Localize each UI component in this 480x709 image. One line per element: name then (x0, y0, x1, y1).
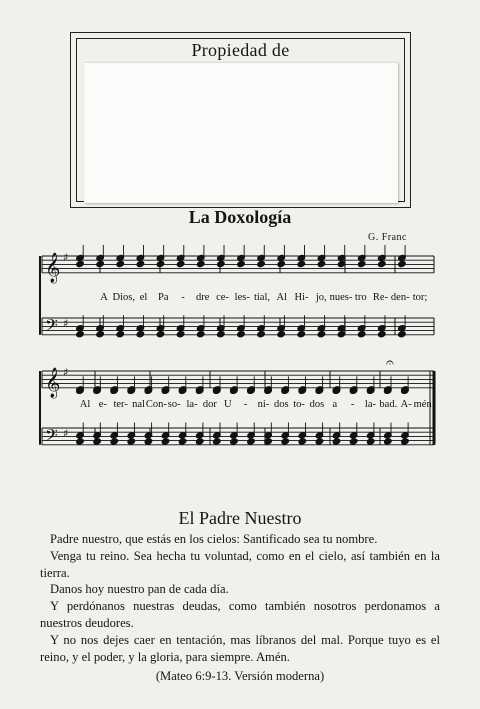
lyrics-line-1 (100, 292, 427, 303)
lyric-syllable: U (223, 399, 232, 410)
lyric-syllable: a (332, 399, 338, 410)
bass-clef: 𝄢 (45, 314, 58, 339)
lyric-syllable: ce- (216, 292, 229, 303)
note-head (230, 438, 239, 445)
lyric-syllable: A- (400, 399, 412, 410)
prayer-paragraph: Venga tu reino. Sea hecha tu voluntad, como en el cielo, así también en la tierra. (40, 548, 440, 580)
lyric-syllable: dos (273, 399, 289, 410)
note-head (237, 331, 246, 338)
note-head (281, 438, 290, 445)
note-head (156, 260, 165, 267)
prayer-paragraph: Y perdónanos nuestras deudas, como también nosotros perdonamos a nuestros deudores. (40, 599, 440, 630)
lyric-syllable: dre (196, 292, 210, 303)
lyric-syllable: les- (234, 292, 250, 303)
lyric-syllable: bad. (379, 399, 398, 410)
note-head (76, 260, 85, 267)
sharp-key-signature: ♯ (63, 317, 69, 330)
note-head (178, 438, 187, 445)
prayer-paragraph: Y no nos dejes caer en tentación, mas líbranos del mal. Porque tuyo es el reino, y el poder, y la gloria, para siempre. Amén. (40, 632, 440, 664)
lyric-syllable: so- (167, 399, 181, 410)
lyric-syllable: Al (276, 292, 287, 303)
note-head (196, 331, 205, 338)
lyric-syllable: tial, (253, 292, 271, 303)
note-head (317, 331, 326, 338)
note-head (136, 260, 145, 267)
note-head (401, 438, 410, 445)
note-head (317, 260, 326, 267)
note-head (277, 260, 286, 267)
blank-name-label (84, 62, 398, 203)
lyric-syllable: - (350, 399, 355, 410)
note-head (377, 260, 386, 267)
lyric-syllable: den- (390, 292, 410, 303)
lyric-syllable: mén. (413, 399, 435, 410)
fermata-symbol: 𝄐 (386, 355, 394, 371)
note-head (161, 438, 170, 445)
lyric-syllable: e- (98, 399, 107, 410)
lyric-syllable: Hi- (294, 292, 309, 303)
hymn-title: La Doxología (188, 207, 292, 227)
note-head (247, 438, 256, 445)
note-head (257, 260, 266, 267)
sheet-music (0, 240, 480, 465)
sharp-key-signature: ♯ (63, 251, 69, 264)
lyric-syllable: Re- (372, 292, 389, 303)
lyric-syllable: Pa (158, 292, 169, 303)
note-head (110, 438, 119, 445)
lyric-syllable: dor (202, 399, 217, 410)
lyric-syllable: la- (186, 399, 198, 410)
note-head (297, 331, 306, 338)
prayer-title: El Padre Nuestro (178, 508, 302, 528)
scripture-citation: (Mateo 6:9-13. Versión moderna) (155, 669, 325, 684)
lyric-syllable: Con- (145, 399, 167, 410)
note-head (332, 438, 341, 445)
note-head (377, 331, 386, 338)
lyric-syllable: el (139, 292, 148, 303)
lyric-syllable: ter- (113, 399, 128, 410)
note-head (277, 331, 286, 338)
lyric-syllable: A (100, 292, 108, 303)
note-head (357, 331, 366, 338)
note-head (384, 438, 393, 445)
note-head (398, 260, 407, 267)
lyric-syllable: nal (132, 399, 145, 410)
note-head (315, 438, 324, 445)
note-head (297, 260, 306, 267)
lyric-syllable: to- (293, 399, 305, 410)
treble-clef: 𝄞 (45, 367, 61, 398)
note-head (349, 438, 358, 445)
bass-clef: 𝄢 (45, 424, 58, 449)
note-head (196, 260, 205, 267)
lyric-syllable: ni- (257, 399, 270, 410)
note-head (237, 260, 246, 267)
note-head (398, 331, 407, 338)
note-head (337, 331, 346, 338)
note-head (96, 260, 105, 267)
note-head (195, 438, 204, 445)
note-head (116, 331, 125, 338)
ownership-title: Propiedad de (191, 40, 290, 60)
note-head (136, 331, 145, 338)
note-head (96, 331, 105, 338)
prayer-text (40, 531, 440, 685)
note-head (127, 438, 136, 445)
note-head (116, 260, 125, 267)
lyrics-line-2 (80, 399, 435, 410)
note-head (76, 331, 85, 338)
lyric-syllable: - (243, 399, 248, 410)
sharp-key-signature: ♯ (63, 366, 69, 379)
note-head (176, 331, 185, 338)
lyric-syllable: nues- (329, 292, 353, 303)
note-head (93, 438, 102, 445)
lyric-syllable: la- (364, 399, 377, 410)
note-head (144, 438, 153, 445)
prayer-paragraph: Danos hoy nuestro pan de cada día. (50, 582, 229, 597)
prayer-paragraph: Padre nuestro, que estás en los cielos: Santificado sea tu nombre. (50, 532, 378, 546)
lyric-syllable: Dios, (112, 292, 135, 303)
lyric-syllable: dos (309, 399, 325, 410)
lyric-syllable: Al (79, 399, 91, 410)
composer-credit: G. Franc (368, 232, 407, 243)
note-head (176, 260, 185, 267)
lyric-syllable: jo, (315, 292, 327, 303)
note-head (217, 260, 226, 267)
note-head (156, 331, 165, 338)
treble-clef: 𝄞 (45, 252, 61, 283)
sharp-key-signature: ♯ (63, 427, 69, 440)
lyric-syllable: tro (354, 292, 367, 303)
note-head (217, 331, 226, 338)
note-head (366, 438, 375, 445)
note-head (76, 438, 85, 445)
note-head (298, 438, 307, 445)
note-head (357, 260, 366, 267)
note-head (257, 331, 266, 338)
lyric-syllable: - (181, 292, 185, 303)
lyric-syllable: tor; (412, 292, 428, 303)
note-head (213, 438, 222, 445)
